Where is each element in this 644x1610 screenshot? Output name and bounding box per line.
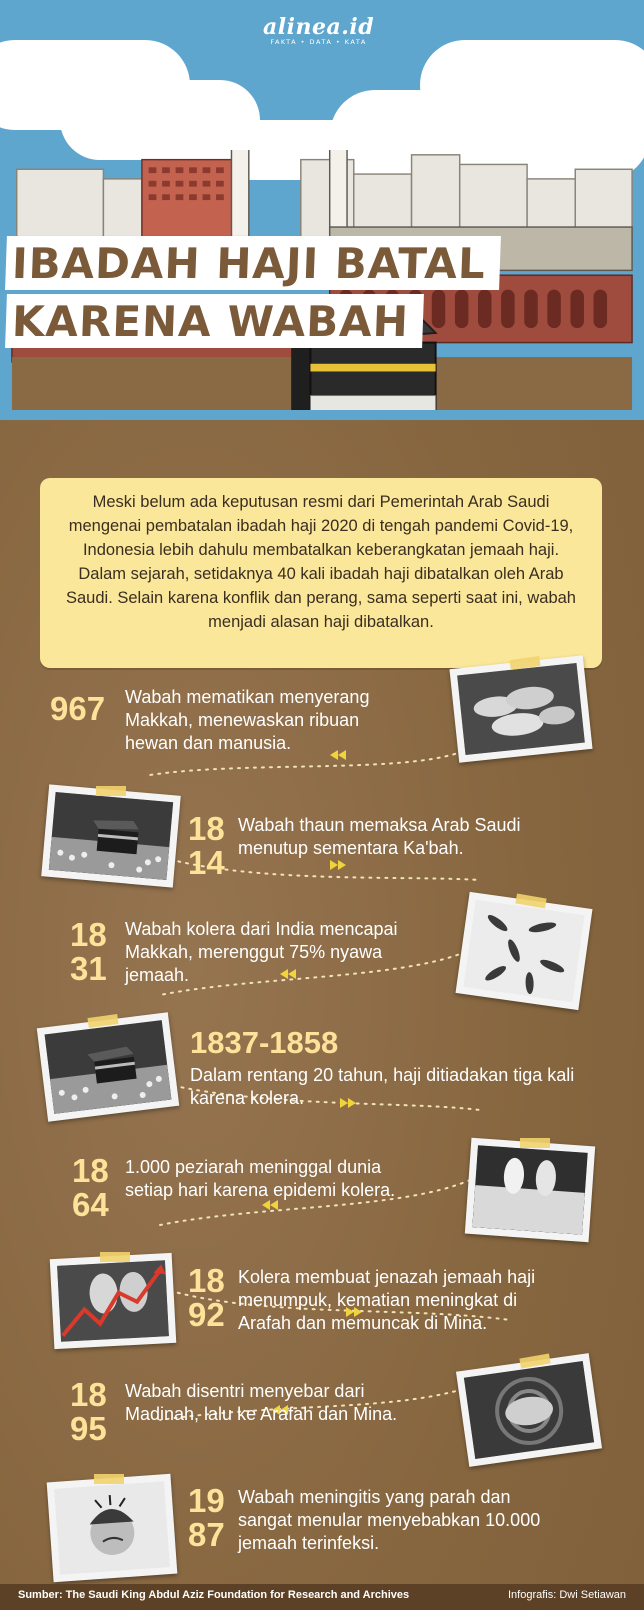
event-year: 18 <box>70 1376 107 1413</box>
headache-icon <box>54 1481 170 1574</box>
event-year: 87 <box>188 1516 225 1553</box>
rising-deaths-icon <box>57 1260 169 1342</box>
event-photo <box>449 655 592 762</box>
stomach-ache-icon <box>464 1361 594 1459</box>
title-line-2: KARENA WABAH <box>5 294 424 348</box>
event-photo <box>456 1353 602 1467</box>
event-year: 14 <box>188 844 225 881</box>
source-credit: Sumber: The Saudi King Abdul Aziz Foundation for Research and Archives <box>18 1589 410 1601</box>
arrow-right-icon <box>330 860 346 870</box>
brand-logo <box>263 14 374 46</box>
brand-name: alinea.id <box>263 14 375 40</box>
dead-animals-icon <box>457 663 585 755</box>
event-year: 31 <box>70 950 107 987</box>
event-photo <box>37 1012 179 1121</box>
kaaba-crowd-icon <box>49 792 173 880</box>
event-text: Wabah mematikan menyerang Makkah, menewaskan ribuan hewan dan manusia. <box>125 687 370 753</box>
event-text: Wabah kolera dari India mencapai Makkah, merenggut 75% nyawa jemaah. <box>125 919 398 985</box>
event-text: Wabah disentri menyebar dari Madinah, lalu ke Arafah dan Mina. <box>125 1381 398 1424</box>
brand-tagline: FAKTA • DATA • KATA <box>270 38 367 46</box>
event-text: Dalam rentang 20 tahun, haji ditiadakan tiga kali karena kolera. <box>190 1065 575 1108</box>
header-illustration <box>0 0 644 420</box>
event-year: 967 <box>50 690 106 727</box>
event-text: Wabah meningitis yang parah dan sangat menular menyebabkan 10.000 jemaah terinfeksi. <box>238 1487 541 1553</box>
event-year: 1837-1858 <box>190 1025 339 1060</box>
event-year: 18 <box>70 916 107 953</box>
event-photo <box>41 784 181 887</box>
event-text: Kolera membuat jenazah jemaah haji menumpuk, kematian meningkat di Arafah dan memuncak di Mina. <box>238 1267 536 1333</box>
designer-credit: Infografis: Dwi Setiawan <box>508 1589 626 1601</box>
footer-bar <box>0 1584 644 1610</box>
event-year: 64 <box>72 1186 109 1223</box>
covered-bodies-icon <box>472 1145 587 1234</box>
intro-box <box>40 478 602 668</box>
event-year: 95 <box>70 1410 107 1447</box>
event-year: 92 <box>188 1296 225 1333</box>
event-year: 19 <box>188 1482 225 1519</box>
event-year: 18 <box>188 810 225 847</box>
intro-text: Meski belum ada keputusan resmi dari Pemerintah Arab Saudi mengenai pembatalan ibadah haji 2020 di tengah pandemi Covid-19, Indonesia lebih dahulu membatalkan keberangkatan jemaah haji. Dalam sejarah, setidaknya 40 kali ibadah haji dibatalkan oleh Arab Saudi. Selain karena konflik dan perang, sama seperti saat ini, wabah menjadi alasan haji dibatalkan. <box>66 493 576 631</box>
event-text: Wabah thaun memaksa Arab Saudi menutup sementara Ka'bah. <box>238 815 521 858</box>
event-year: 18 <box>72 1152 109 1189</box>
event-year: 18 <box>188 1262 225 1299</box>
title-line-1: IBADAH HAJI BATAL <box>5 236 501 290</box>
event-photo <box>50 1253 177 1349</box>
event-photo <box>465 1138 595 1242</box>
event-photo <box>47 1474 178 1582</box>
cholera-bacteria-icon <box>463 900 584 1002</box>
kaaba-crowd-icon <box>45 1020 172 1114</box>
event-text: 1.000 peziarah meninggal dunia setiap hari karena epidemi kolera. <box>125 1157 396 1200</box>
event-photo <box>456 892 593 1010</box>
